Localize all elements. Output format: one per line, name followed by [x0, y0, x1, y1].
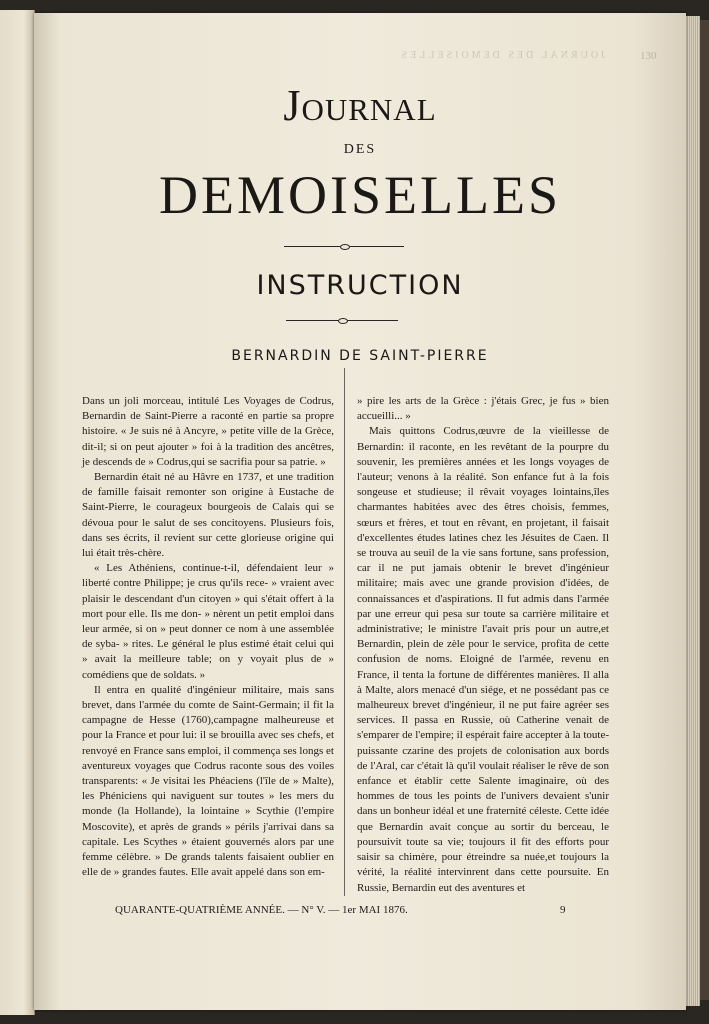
column-divider	[344, 368, 345, 896]
rule-ornament	[340, 244, 350, 250]
paragraph: Dans un joli morceau, intitulé Les Voyages de Codrus, Bernardin de Saint-Pierre a raconté en partie sa propre histoire. « Je suis né à Ancyre, » petite ville de la Grèce, dit-il; si on peut ajouter » foi à la tradition des ancêtres, je descends de » Codrus,qui se sacrifia pour sa patrie. »	[82, 395, 334, 468]
masthead-demoiselles: DEMOISELLES	[159, 165, 561, 225]
page-number: 9	[560, 904, 566, 916]
paragraph: » pire les arts de la Grèce : j'étais Grec, je fus » bien accueilli... »	[357, 395, 609, 423]
ornamental-rule-top	[284, 246, 404, 247]
paragraph: Il entra en qualité d'ingénieur militaire, mais sans brevet, dans l'armée du comte de Saint-Germain; il fit la campagne de Hesse (1760),campagne malheureuse et pour la France et pour lui: il se brouilla avec ses chefs, et renvoyé en France sans emploi, il commença ses longs et aventureux voyages que Codrus raconte sous des voiles transparents: « Je visitai les Phéaciens (l'île de » Malte), les Phéniciens qui naviguent sur toutes » les mers du monde (la Hollande), la lointaine » Scythie (l'empire Moscovite), et après de grands » périls j'arrivai dans sa capitale. Les Scythes » étaient gouvernés alors par une femme célèbre. » De grands talents faisaient oublier en elle de » grandes fautes. Elle avait appelé dans son em-	[82, 683, 334, 879]
binding-edge	[700, 20, 709, 1000]
paragraph: Bernardin était né au Hâvre en 1737, et une tradition de famille faisait remonter son origine à Eustache de Saint-Pierre, le courageux bourgeois de Calais qui se dévoua pour le salut de ses concitoyens. Plusieurs fois, dans ses écrits, il revient sur cette glorieuse origine qui lui était très-chère.	[82, 471, 334, 560]
paragraph: « Les Athéniens, continue-t-il, défendaient leur » liberté contre Philippe; je crus qu'ils rece- » vraient avec plaisir le descendant d'un citoyen » qui s'était offert à la mort pour elle. Ils me don- » nèrent un petit emploi dans leur armée, si on » peut donner ce nom à une assemblée de syba- » rites. Le général le plus estimé était celui qui » avait la meilleure table; on y voyait plus de » comédiens que de soldats. »	[82, 562, 334, 681]
paragraph: Mais quittons Codrus,œuvre de la vieillesse de Bernardin: il raconte, en les revêtant de la pourpre du souvenir, les premières années et les longs voyages de l'auteur; venons à la réalité. Son enfance fut à la fois songeuse et studieuse; il rêvait voyages lointains,îles charmantes habitées avec des êtres choisis, femmes, sœurs et frères, et tout en rêvant, en projetant, il faisait d'excellentes études latines chez les Jésuites de Caen. Il se trouva au seuil de la vie sans fortune, sans profession, car il ne put jamais obtenir le brevet d'ingénieur militaire; mais avec une grande provision d'idées, de connaissances et d'aspirations. Il fut admis dans l'armée par une erreur qui pesa sur toute sa carrière militaire et administrative; le ministre l'avait pris pour un autre,et Bernardin, plein de zèle pour le service, profita de cette confusion de noms. Eloigné de l'armée, revenu en France, il tenta la fortune de différentes manières. Il alla à Malte, alors menacé d'un siége, et ne possédant pas ce malheureux brevet d'ingénieur, il ne put faire agréer ses services. Il passa en Russie, où Catherine venait de s'emparer de l'empire; il espérait faire accepter à la toute-puissante czarine des projets de colonisation aux bords de l'Aral, car c'était là qu'il voulait réaliser le rêve de son enfance et établir cette Salente imaginaire, où des hommes de tous les points de l'univers devaient s'unir dans un bonheur idéal et une fraternité céleste. Cette idée que Bernardin avait conçue au sortir du berceau, le poursuivit toute sa vie; toujours il fit des efforts pour saisir sa chimère, pour étreindre sa nuée,et toujours la vérité, la réalité intervinrent dans cette poursuite. En Russie, Bernardin eut des aventures et	[357, 425, 609, 894]
masthead-journal: Journal	[283, 81, 437, 130]
page-stack-edge	[686, 16, 700, 1006]
article-author-heading: BERNARDIN DE SAINT-PIERRE	[231, 348, 489, 364]
bleed-through-page-number: 130	[640, 50, 657, 62]
bleed-through-text: JOURNAL DES DEMOISELLES	[398, 50, 605, 61]
issue-footer: QUARANTE-QUATRIÈME ANNÉE. — N° V. — 1er MAI 1876.	[115, 904, 408, 916]
masthead-des: DES	[343, 142, 377, 157]
ornamental-rule-bottom	[286, 320, 398, 321]
rule-ornament	[338, 318, 348, 324]
section-title: INSTRUCTION	[256, 270, 464, 301]
right-column	[357, 394, 609, 896]
previous-page-edge	[0, 10, 35, 1015]
left-column	[82, 394, 334, 881]
